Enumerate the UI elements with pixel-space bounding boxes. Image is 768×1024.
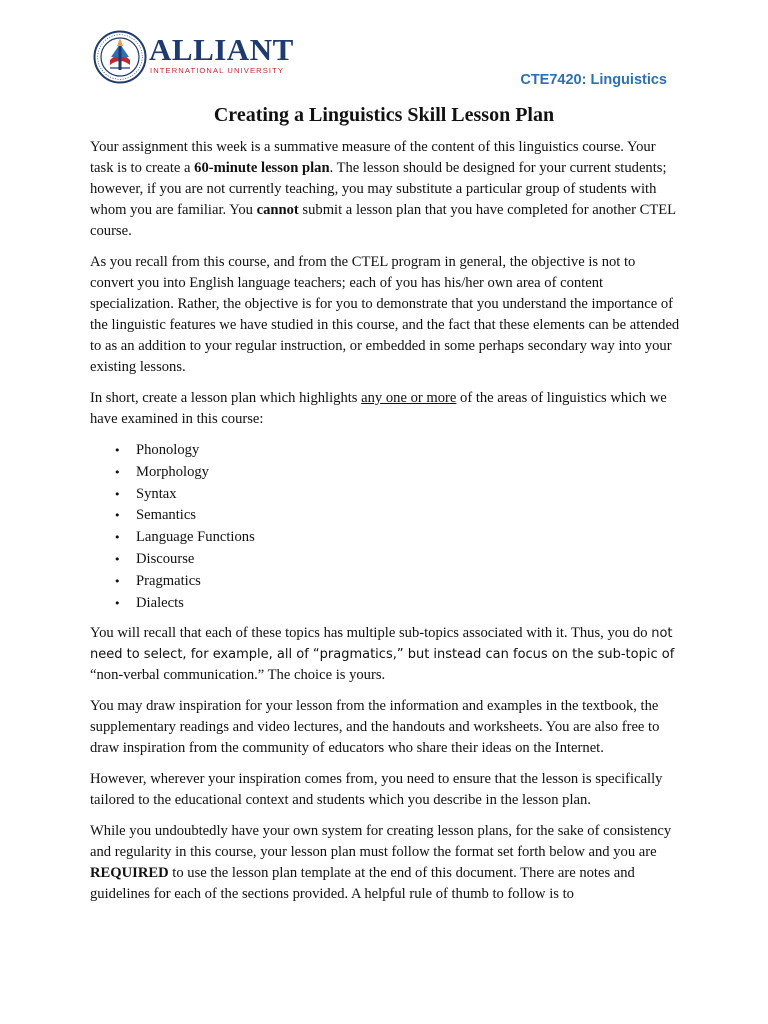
logo-subtitle: INTERNATIONAL UNIVERSITY <box>150 66 284 75</box>
text-run: to use the lesson plan template at the end of this document. There are notes and guidelines for each of the sections provided. A helpful rule of thumb to follow is to <box>90 865 635 903</box>
list-item <box>114 549 682 571</box>
document-body <box>90 137 682 915</box>
bullet-icon: • <box>114 444 121 457</box>
list-item <box>114 527 682 549</box>
list-item-label: Dialects <box>136 594 184 611</box>
list-item-label: Language Functions <box>136 529 255 546</box>
list-item <box>114 440 682 462</box>
text-run: . The lesson should be designed for your current students; however, if you are not currently teaching, you may substitute a particular group of students with whom you are familiar. You <box>90 160 667 218</box>
list-item-label: Discourse <box>136 550 195 567</box>
bullet-icon: • <box>114 596 121 610</box>
list-item <box>114 593 682 615</box>
university-logo <box>93 30 303 88</box>
topics-list <box>90 440 682 614</box>
text-run: While you undoubtedly have your own system for creating lesson plans, for the sake of consistency and regularity in this course, your lesson plan must follow the format set forth below and you are <box>90 823 672 861</box>
list-item <box>114 484 682 506</box>
list-item-label: Semantics <box>136 507 196 524</box>
bold-required: REQUIRED <box>90 865 169 882</box>
bold-lesson-duration: 60-minute lesson plan <box>194 160 330 176</box>
list-item-label: Morphology <box>136 463 209 480</box>
text-run: not need to select, for example, all of “pragmatics,” but instead can focus on the sub-topic of <box>90 626 675 663</box>
list-item <box>114 505 682 527</box>
paragraph-instructions <box>90 388 682 430</box>
text-run: Your assignment this week is a summative measure of the content of this linguistics course. Your task is to create a <box>90 139 656 176</box>
text-run: You will recall that each of these topics has multiple sub-topics associated with it. Thus, you do <box>90 625 652 642</box>
bold-cannot: cannot <box>256 202 299 218</box>
bullet-icon: • <box>114 487 121 501</box>
paragraph-objective: As you recall from this course, and from the CTEL program in general, the objective is not to convert you into English language teachers; each of you has his/her own area of content specialization. Rather, the objective is for you to demonstrate that you understand the importance of the linguistic features we have studied in this course, and the fact that these elements can be attended to as an addition to your regular instruction, or embedded in some perhaps secondary way into your existing lessons. <box>90 254 680 375</box>
logo-wordmark: ALLIANT <box>149 32 294 67</box>
paragraph-tailoring: However, wherever your inspiration comes from, you need to ensure that the lesson is specifically tailored to the educational context and students which you describe in the lesson plan. <box>90 771 663 809</box>
document-title: Creating a Linguistics Skill Lesson Plan <box>213 104 555 126</box>
paragraph-inspiration: You may draw inspiration for your lesson from the information and examples in the textbook, the supplementary readings and video lectures, and the handouts and worksheets. You are also free to draw inspiration from the community of educators who share their ideas on the Internet. <box>90 698 660 757</box>
list-item <box>114 571 682 593</box>
list-item <box>114 462 682 484</box>
list-item-label: Pragmatics <box>136 572 201 589</box>
bullet-icon: • <box>114 509 121 523</box>
paragraph-assignment-intro <box>90 137 682 242</box>
list-item-label: Syntax <box>136 485 177 502</box>
list-item-label: Phonology <box>136 442 200 458</box>
text-run: of the areas of linguistics which we have examined in this course: <box>90 390 667 427</box>
bullet-icon: • <box>114 531 121 545</box>
underlined-text: any one or more <box>361 390 457 406</box>
bullet-icon: • <box>114 465 121 479</box>
text-run: In short, create a lesson plan which highlights <box>90 390 362 406</box>
text-run: submit a lesson plan that you have completed for another CTEL course. <box>90 202 676 239</box>
paragraph-format <box>90 821 682 905</box>
seal-icon <box>93 30 147 84</box>
bullet-icon: • <box>114 552 121 566</box>
bullet-icon: • <box>114 574 121 588</box>
course-code: CTE7420: Linguistics <box>520 72 667 88</box>
text-run: “non-verbal communication.” The choice is yours. <box>90 667 386 684</box>
paragraph-subtopics <box>90 623 682 686</box>
